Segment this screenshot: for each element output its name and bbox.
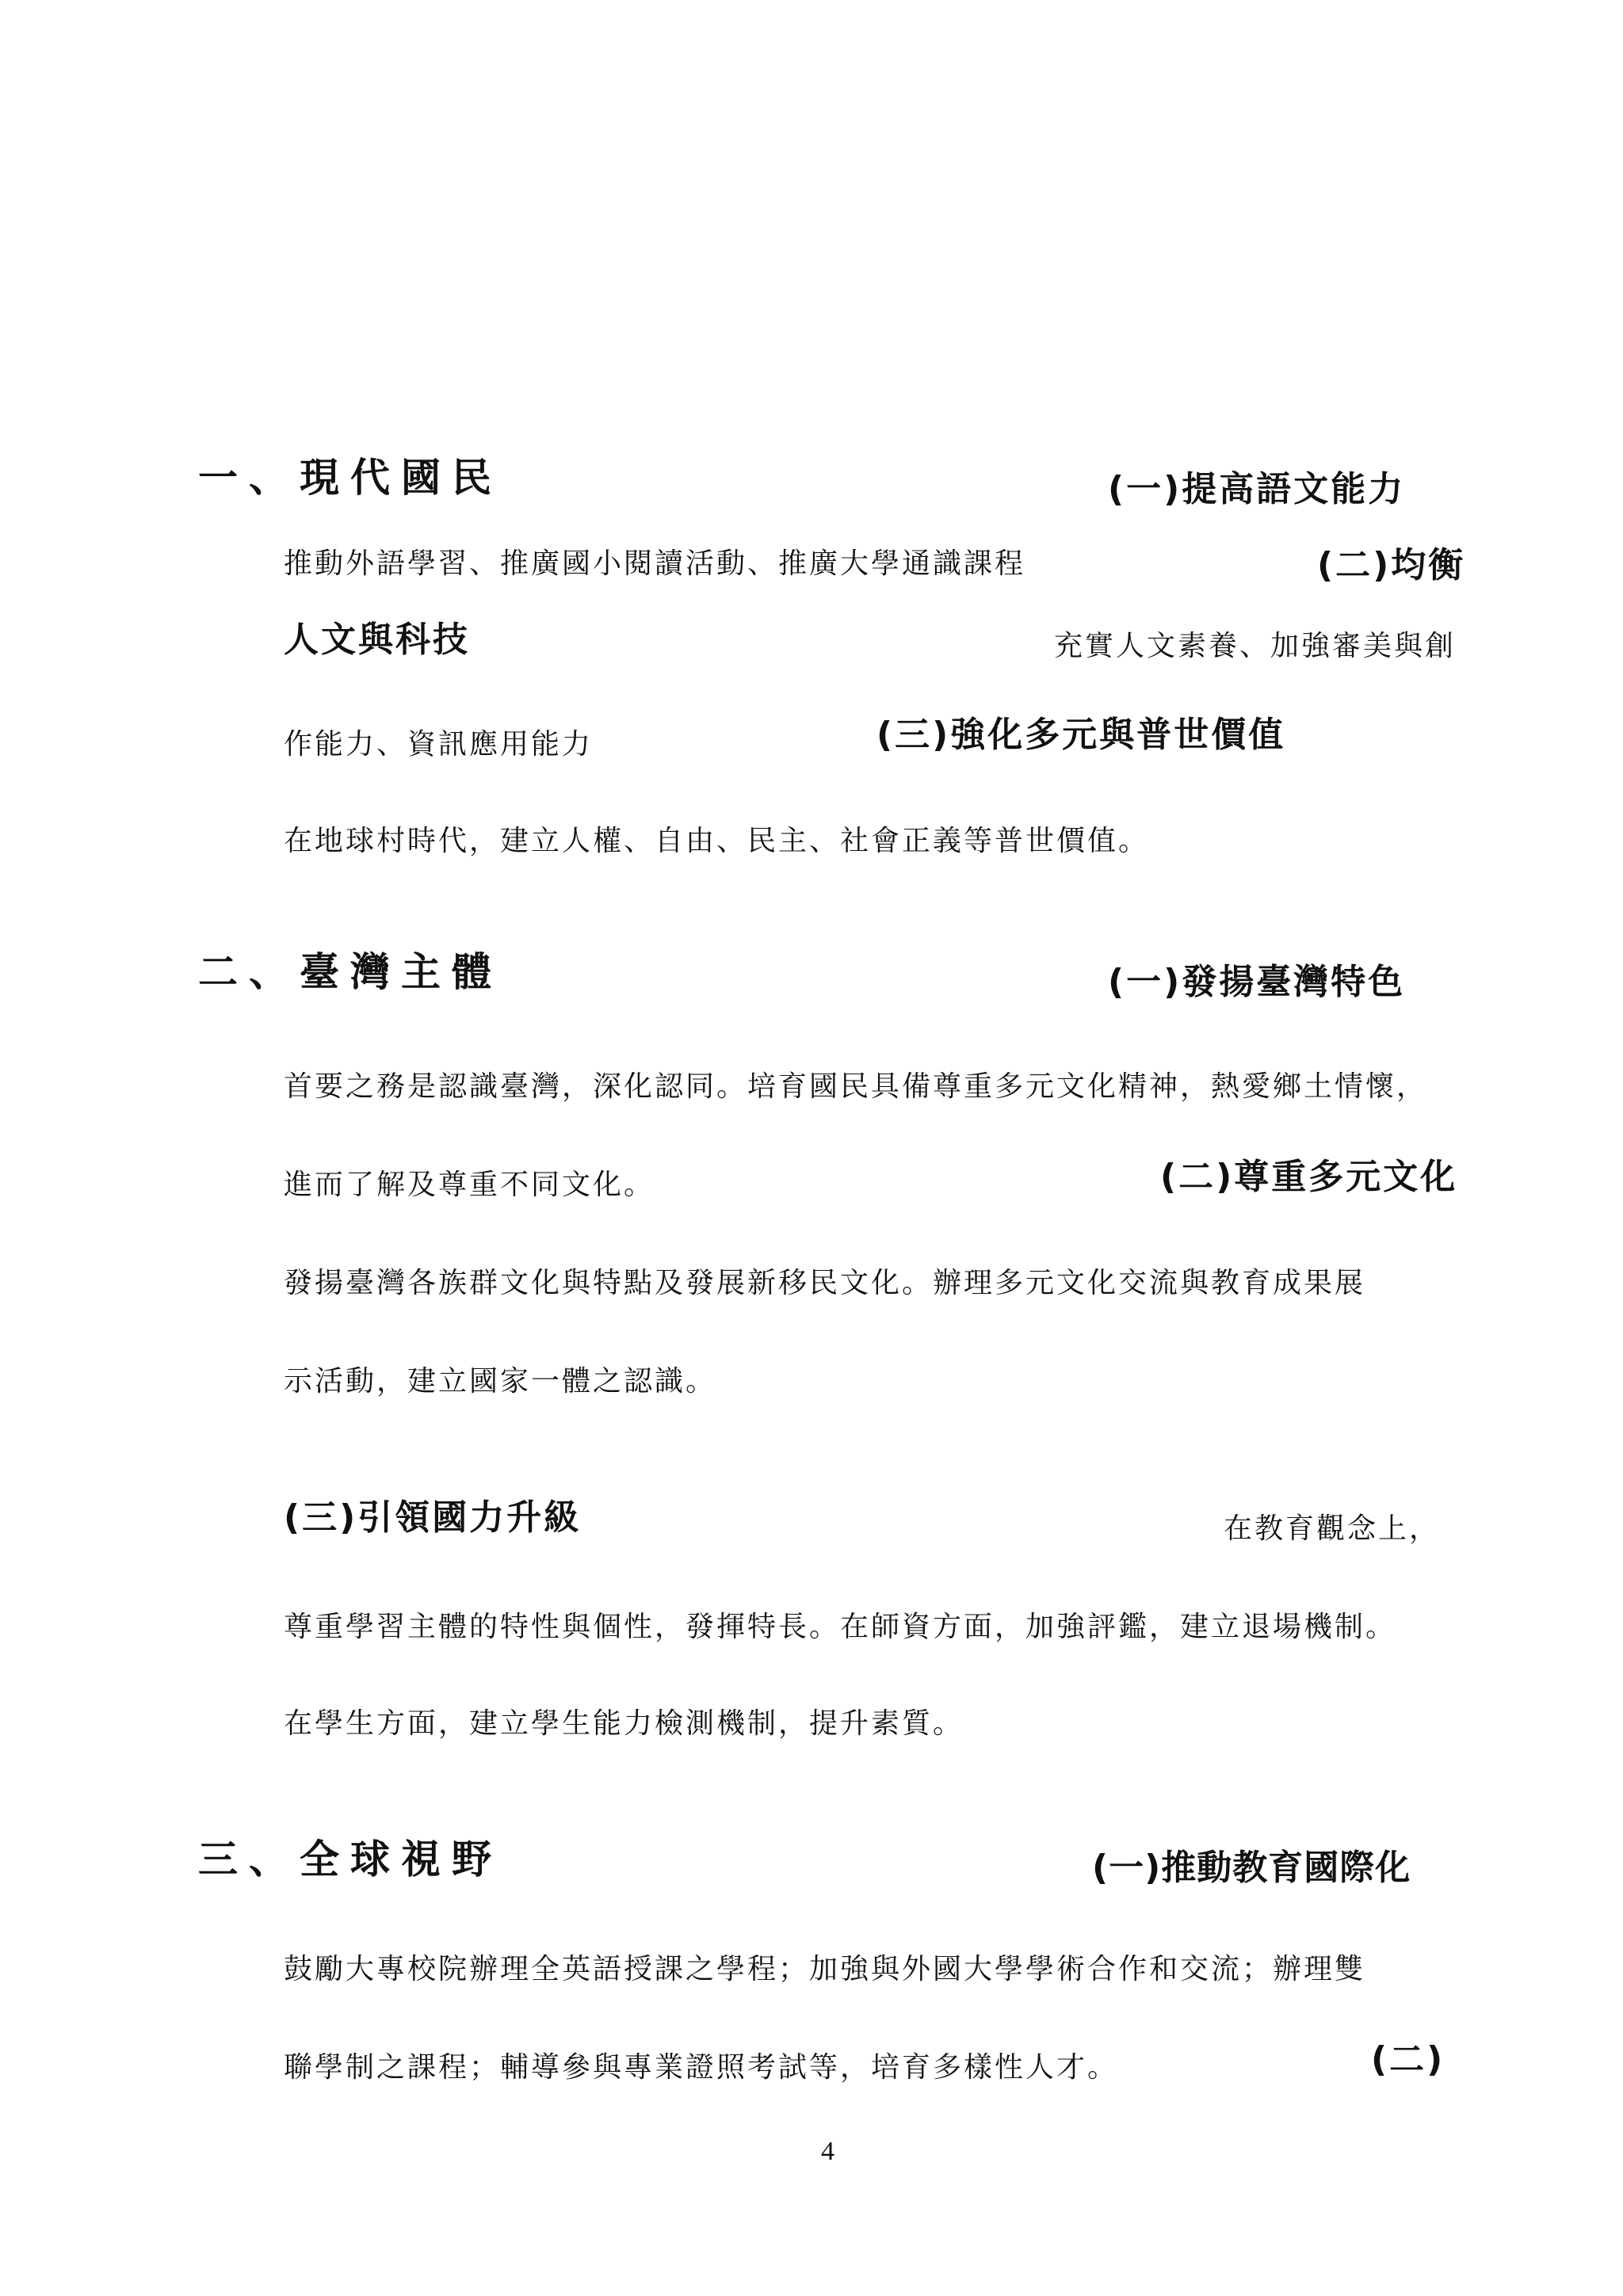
subheading-1-3: (三)強化多元與普世價值 bbox=[876, 715, 1286, 755]
subheading-2-2: (二)尊重多元文化 bbox=[1160, 1157, 1458, 1197]
paragraph-2-1b: 進而了解及尊重不同文化。 bbox=[284, 1169, 655, 1201]
paragraph-1-2a: 充實人文素養、加強審美與創 bbox=[1054, 630, 1457, 662]
paragraph-3-1b: 聯學制之課程；輔導參與專業證照考試等，培育多樣性人才。 bbox=[284, 2051, 1119, 2084]
subheading-3-2: (二) bbox=[1371, 2039, 1445, 2080]
page-number: 4 bbox=[821, 2137, 834, 2166]
paragraph-2-3a: 在教育觀念上， bbox=[1224, 1512, 1441, 1545]
paragraph-2-2b: 示活動，建立國家一體之認識。 bbox=[284, 1365, 717, 1398]
subheading-1-2a: (二)均衡 bbox=[1317, 545, 1466, 585]
section-heading-3: 三、全球視野 bbox=[198, 1836, 502, 1882]
section-heading-2: 二、臺灣主體 bbox=[198, 949, 502, 995]
paragraph-2-3c: 在學生方面，建立學生能力檢測機制，提升素質。 bbox=[284, 1707, 964, 1740]
paragraph-1-3: 在地球村時代，建立人權、自由、民主、社會正義等普世價值。 bbox=[284, 825, 1150, 857]
paragraph-2-2a: 發揚臺灣各族群文化與特點及發展新移民文化。辦理多元文化交流與教育成果展 bbox=[284, 1267, 1366, 1299]
subheading-1-1: (一)提高語文能力 bbox=[1108, 469, 1406, 509]
subheading-2-1: (一)發揚臺灣特色 bbox=[1108, 962, 1406, 1002]
paragraph-3-1a: 鼓勵大專校院辦理全英語授課之學程；加強與外國大學學術合作和交流；辦理雙 bbox=[284, 1953, 1366, 1985]
subheading-1-2b: 人文與科技 bbox=[284, 620, 470, 660]
paragraph-1-2b: 作能力、資訊應用能力 bbox=[284, 728, 594, 761]
paragraph-2-3b: 尊重學習主體的特性與個性，發揮特長。在師資方面，加強評鑑，建立退場機制。 bbox=[284, 1611, 1397, 1643]
subheading-3-1: (一)推動教育國際化 bbox=[1092, 1848, 1411, 1888]
subheading-2-3: (三)引領國力升級 bbox=[284, 1497, 582, 1538]
section-heading-1: 一、現代國民 bbox=[198, 455, 502, 501]
paragraph-2-1a: 首要之務是認識臺灣，深化認同。培育國民具備尊重多元文化精神，熱愛鄉土情懷， bbox=[284, 1070, 1428, 1103]
paragraph-1-1: 推動外語學習、推廣國小閱讀活動、推廣大學通識課程 bbox=[284, 547, 1026, 580]
